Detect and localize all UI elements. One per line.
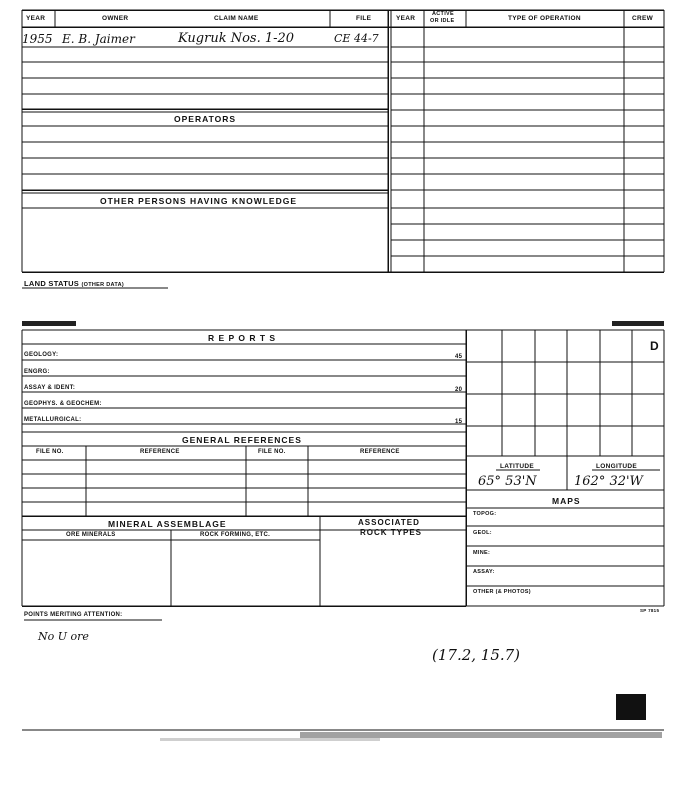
associated-heading: ASSOCIATED (358, 518, 420, 527)
rock-forming-label: ROCK FORMING, ETC. (200, 532, 271, 538)
report-num-20: 20 (455, 387, 463, 393)
report-engrg: ENGRG: (24, 369, 50, 375)
attention-note: No U ore (38, 630, 89, 643)
scan-smudge-left (22, 321, 76, 326)
header-year-2: YEAR (396, 15, 416, 22)
entry-file: CE 44-7 (334, 32, 379, 45)
ref-file-no-2: FILE NO. (258, 449, 286, 455)
report-num-15: 15 (455, 419, 463, 425)
land-status-sub: (OTHER DATA) (81, 282, 124, 288)
maps-topog: TOPOG: (473, 511, 497, 517)
maps-assay: ASSAY: (473, 569, 495, 575)
latitude-value: 65° 53'N (478, 474, 537, 489)
header-file: FILE (356, 15, 372, 22)
header-or-idle: OR IDLE (430, 18, 455, 24)
ref-reference-1: REFERENCE (140, 449, 180, 455)
header-year: YEAR (26, 15, 46, 22)
scan-smudge-right (612, 321, 664, 326)
scan-dark-block (616, 694, 646, 720)
header-type-of-operation: TYPE OF OPERATION (508, 15, 581, 22)
report-assay-ident: ASSAY & IDENT: (24, 385, 76, 391)
longitude-value: 162° 32'W (574, 474, 643, 489)
maps-geol: GEOL: (473, 530, 492, 536)
entry-owner: E. B. Jaimer (62, 32, 135, 46)
other-persons-heading: OTHER PERSONS HAVING KNOWLEDGE (100, 196, 298, 206)
report-geology: GEOLOGY: (24, 352, 59, 358)
maps-mine: MINE: (473, 550, 491, 556)
grid-letter: D (650, 339, 660, 353)
land-status-label (24, 279, 124, 288)
latitude-label: LATITUDE (500, 463, 535, 470)
report-metallurgical: METALLURGICAL: (24, 417, 82, 423)
ref-reference-2: REFERENCE (360, 449, 400, 455)
land-status-text: LAND STATUS (24, 279, 80, 288)
report-geophys-geochem: GEOPHYS. & GEOCHEM: (24, 401, 102, 407)
coordinates-note: (17.2, 15.7) (432, 646, 521, 664)
scan-noise-band (300, 732, 662, 738)
maps-other: OTHER (& PHOTOS) (473, 589, 531, 595)
ore-minerals-label: ORE MINERALS (66, 532, 116, 538)
entry-year: 1955 (22, 32, 53, 46)
mineral-assemblage-heading: MINERAL ASSEMBLAGE (108, 519, 227, 529)
general-references-heading: GENERAL REFERENCES (182, 435, 302, 445)
header-crew: CREW (632, 15, 654, 22)
header-owner: OWNER (102, 15, 129, 22)
header-claim-name: CLAIM NAME (214, 15, 259, 22)
header-active: ACTIVE (432, 11, 454, 17)
maps-heading: MAPS (552, 496, 581, 506)
report-num-45: 45 (455, 354, 463, 360)
longitude-label: LONGITUDE (596, 463, 637, 470)
form-number: SP 7815 (640, 608, 660, 613)
ref-file-no-1: FILE NO. (36, 449, 64, 455)
entry-claim-name: Kugruk Nos. 1-20 (178, 31, 295, 46)
scan-noise-band-2 (160, 738, 380, 741)
reports-heading: R E P O R T S (208, 333, 277, 343)
rock-types-heading: ROCK TYPES (360, 528, 423, 537)
points-meriting-attention-label: POINTS MERITING ATTENTION: (24, 612, 123, 618)
operators-heading: OPERATORS (174, 114, 237, 124)
